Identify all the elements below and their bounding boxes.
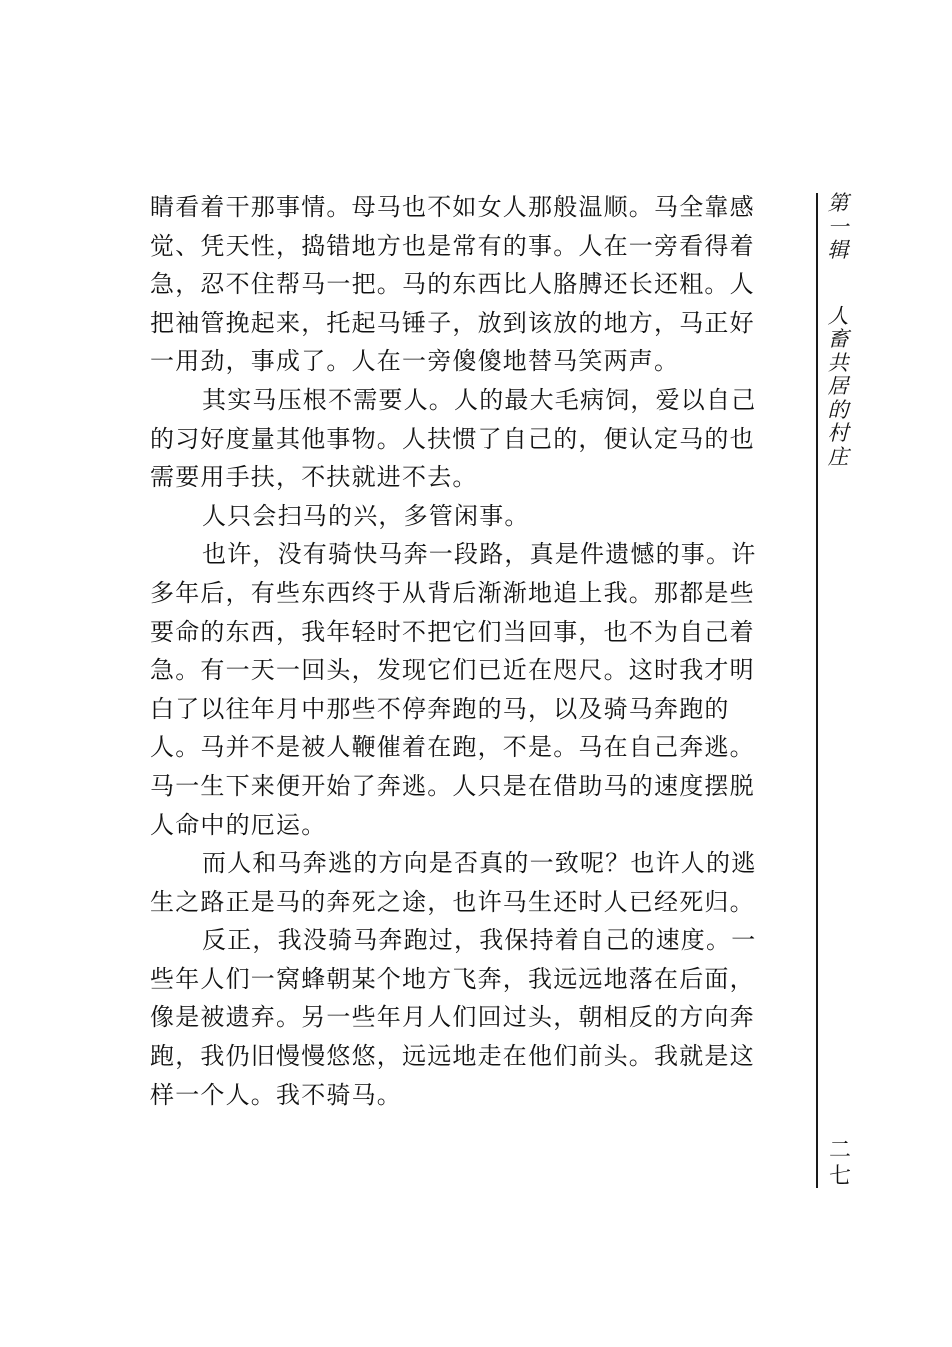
text-line: 而人和马奔逃的方向是否真的一致呢？也许人的逃	[202, 849, 757, 878]
text-line: 急。有一天一回头，发现它们已近在咫尺。这时我才明	[150, 656, 755, 685]
text-line: 样一个人。我不骑马。	[150, 1080, 402, 1109]
text-line: 反正，我没骑马奔跑过，我保持着自己的速度。一	[202, 926, 757, 955]
text-line: 一用劲，事成了。人在一旁傻傻地替马笑两声。	[150, 347, 680, 376]
text-line: 马一生下来便开始了奔逃。人只是在借助马的速度摆脱	[150, 771, 755, 800]
section-char: 人	[827, 303, 849, 328]
part-char: 辑	[827, 238, 849, 262]
text-line: 像是被遗弃。另一些年月人们回过头，朝相反的方向奔	[150, 1003, 755, 1032]
section-char: 居	[827, 374, 849, 398]
section-char: 庄	[827, 444, 849, 469]
text-line: 把袖管挽起来，托起马锤子，放到该放的地方，马正好	[150, 308, 755, 337]
text-line: 人。马并不是被人鞭催着在跑，不是。马在自己奔逃。	[150, 733, 755, 762]
part-char: 第	[827, 191, 849, 215]
text-line: 的习好度量其他事物。人扶惯了自己的，便认定马的也	[150, 424, 755, 453]
text-line: 觉、凭天性，捣错地方也是常有的事。人在一旁看得着	[150, 231, 755, 260]
running-header	[824, 192, 852, 469]
section-char: 村	[827, 421, 849, 445]
text-line: 跑，我仍旧慢慢悠悠，远远地走在他们前头。我就是这	[150, 1042, 755, 1071]
text-line: 人命中的厄运。	[150, 810, 327, 839]
text-line: 其实马压根不需要人。人的最大毛病饲，爱以自己	[202, 385, 757, 414]
text-line: 急，忍不住帮马一把。马的东西比人胳膊还长还粗。人	[150, 270, 755, 299]
text-line: 白了以往年月中那些不停奔跑的马，以及骑马奔跑的	[150, 694, 730, 723]
text-line: 生之路正是马的奔死之途，也许马生还时人已经死归。	[150, 887, 755, 916]
section-char: 畜	[827, 327, 849, 351]
text-line: 也许，没有骑快马奔一段路，真是件遗憾的事。许	[202, 540, 757, 569]
text-line: 睛看着干那事情。母马也不如女人那般温顺。马全靠感	[150, 193, 755, 221]
text-line: 需要用手扶，不扶就进不去。	[150, 463, 478, 492]
header-gap	[824, 263, 852, 305]
section-char: 的	[827, 397, 849, 422]
page-number-digit: 七	[828, 1164, 851, 1189]
part-char: 一	[827, 214, 849, 239]
text-line: 多年后，有些东西终于从背后渐渐地追上我。那都是些	[150, 578, 755, 607]
margin-rule	[816, 193, 818, 1188]
page-number-digit: 二	[828, 1138, 851, 1163]
body-text	[150, 188, 770, 1114]
section-char: 共	[827, 350, 849, 375]
page-number	[826, 1138, 854, 1190]
text-line: 些年人们一窝蜂朝某个地方飞奔，我远远地落在后面，	[150, 964, 755, 993]
text-line: 要命的东西，我年轻时不把它们当回事，也不为自己着	[150, 617, 755, 646]
text-line: 人只会扫马的兴，多管闲事。	[202, 501, 530, 530]
